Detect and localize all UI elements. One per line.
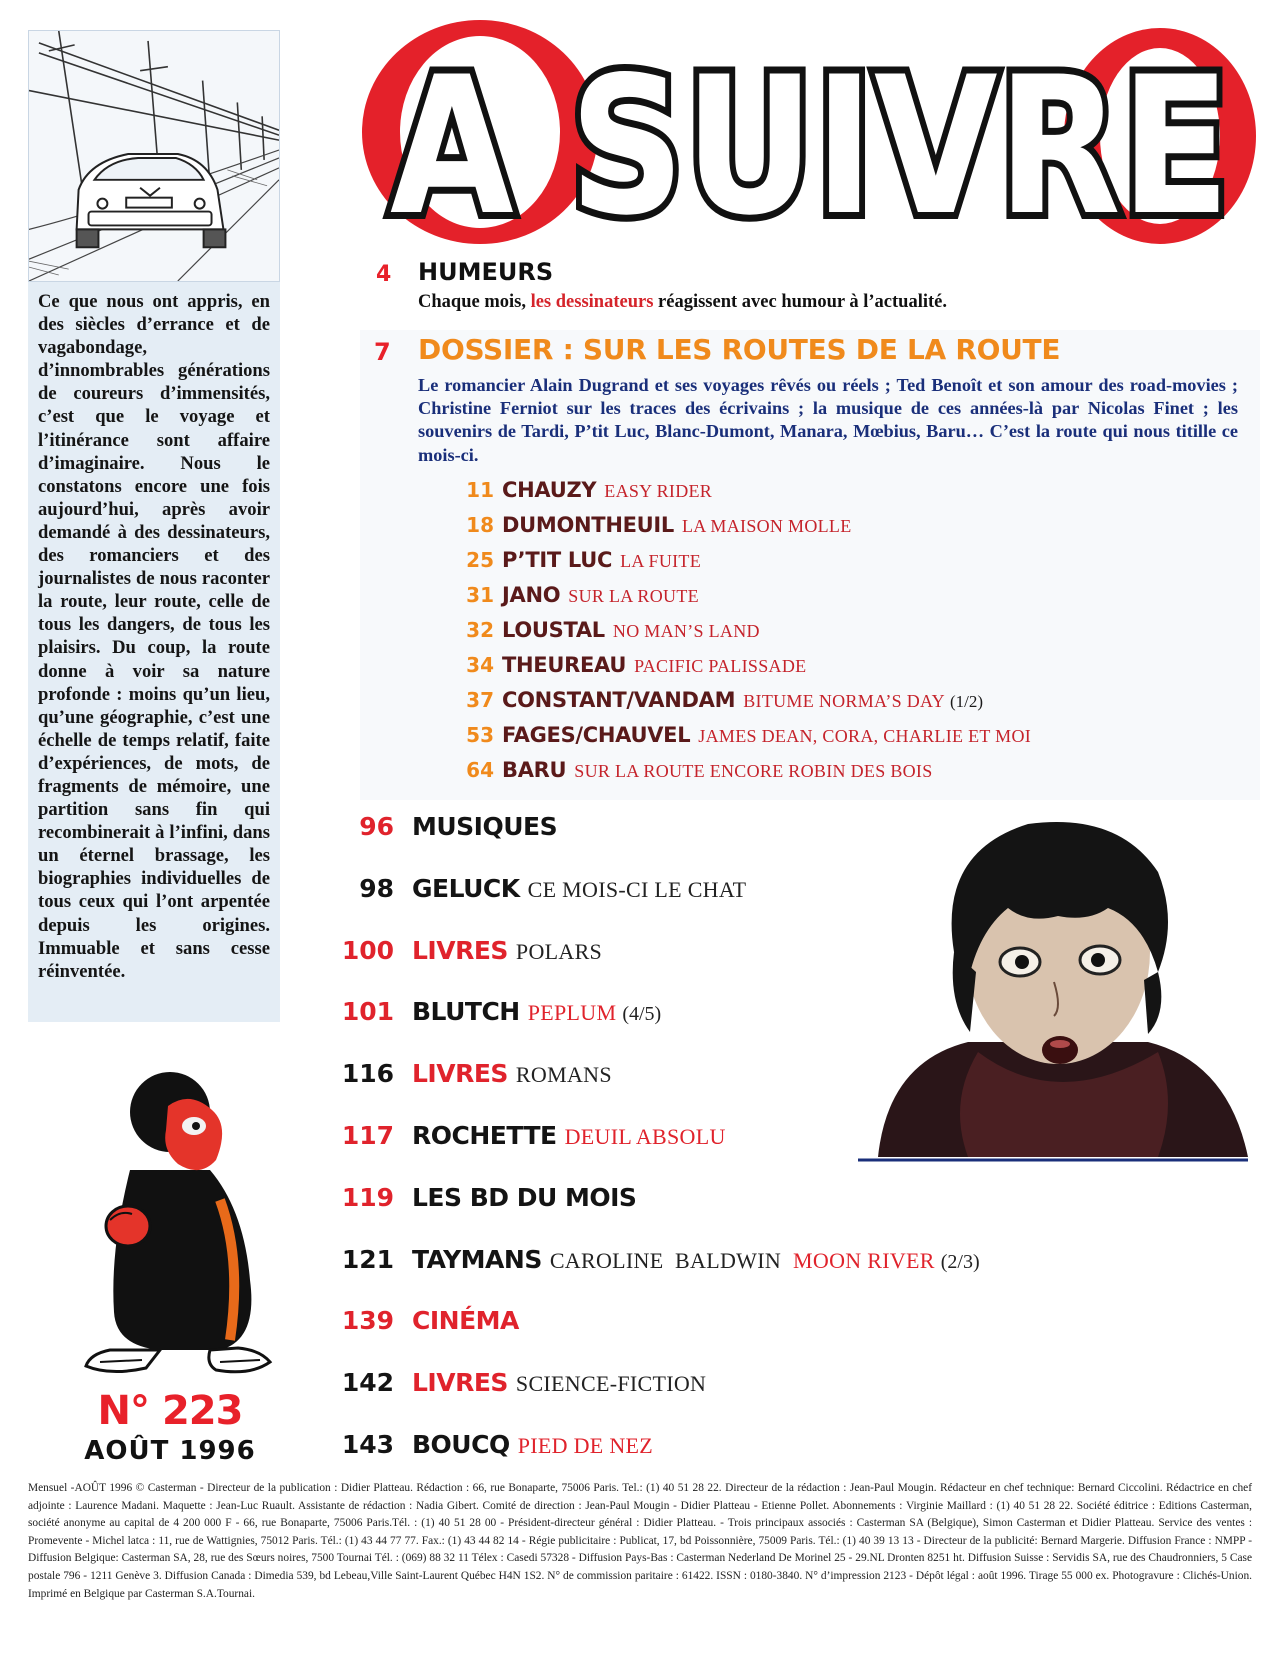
logo-text: A SUIVRE [390, 36, 1230, 252]
road-car-illustration [28, 30, 280, 282]
entry-page: 31 [466, 583, 494, 607]
entry-title: ROCHETTE [412, 1120, 557, 1150]
boxer-mascot-illustration [70, 1050, 280, 1380]
humeurs-page: 4 [376, 262, 392, 287]
entry-author: FAGES/CHAUVEL [502, 723, 691, 747]
entry-work: NO MAN’S LAND [612, 621, 760, 641]
entry-page: 116 [341, 1059, 394, 1089]
entry-page: 64 [466, 758, 494, 782]
entry-page: 143 [341, 1429, 394, 1459]
dossier-entry[interactable] [458, 513, 1258, 548]
entry-subtitle: ROMANS [515, 1062, 612, 1088]
entry-part: (4/5) [622, 1003, 662, 1026]
humeurs-desc-after: réagissent avec humour à l’actualité. [658, 292, 947, 312]
dossier-description: Le romancier Alain Dugrand et ses voyages rêvés ou réels ; Ted Benoît et son amour des road-movies ; Christine Ferniot sur les traces des écrivains ; la musique de ces années-là par Nicolas Finet ; les souvenirs de Tardi, P’tit Luc, Blanc-Dumont, Manara, Mœbius, Baru… C’est la route qui nous titille ce mois-ci. [418, 375, 1238, 465]
entry-work: SUR LA ROUTE ENCORE ROBIN DES BOIS [574, 761, 933, 781]
entry-subtitle: SCIENCE-FICTION [515, 1371, 707, 1397]
dossier-entry[interactable] [458, 653, 1258, 688]
entry-subtitle: CE MOIS-CI LE CHAT [527, 876, 747, 902]
entry-page: 32 [466, 618, 494, 642]
entry-page: 11 [466, 478, 494, 502]
entry-subtitle: POLARS [515, 938, 603, 964]
entry-page: 100 [341, 935, 394, 965]
entry-work: SUR LA ROUTE [568, 586, 699, 606]
humeurs-description [418, 292, 947, 313]
humeurs-title: HUMEURS [418, 258, 554, 286]
dossier-entry[interactable] [458, 758, 1258, 793]
entry-work: LA MAISON MOLLE [682, 516, 852, 536]
entry-page: 119 [341, 1182, 394, 1212]
entry-author: JANO [502, 583, 561, 607]
dossier-entry[interactable] [458, 688, 1258, 723]
entry-page: 37 [466, 688, 494, 712]
entry-author: BARU [502, 758, 567, 782]
entry-page: 117 [341, 1120, 394, 1150]
entry-page: 34 [466, 653, 494, 677]
humeurs-desc-highlight: les dessinateurs [530, 292, 654, 312]
dossier-entry[interactable] [458, 583, 1258, 618]
entry-page: 121 [341, 1244, 394, 1274]
editorial-text: Ce que nous ont appris, en des siècles d’errance et de vagabondage, d’innombrables générations de coureurs d’immensités, c’est que le voyage et l’itinérance sont affaire d’imaginaire. Nous le constatons encore une fois aujourd’hui, après avoir demandé à des dessinateurs, des romanciers et des journalistes de nous raconter la route, leur route, celle de tous les dangers, de tous les plaisirs. Du coup, la route donne à voir sa nature profonde : moins qu’un lieu, qu’une géographie, c’est une échelle de temps relatif, faite d’expériences, de mots, de fragments de mémoire, une partition sans fin qui recombinerait à l’infini, dans un éternel brassage, les biographies individuelles de tous ceux qui l’ont arpentée depuis les origines. Immuable et sans cesse réinventée. [28, 282, 280, 1022]
entry-subtitle: DEUIL ABSOLU [564, 1123, 726, 1149]
entry-author: LOUSTAL [502, 618, 605, 642]
entry-page: 96 [359, 812, 394, 841]
entry-work: JAMES DEAN, CORA, CHARLIE ET MOI [698, 726, 1032, 746]
entry-part: (1/2) [949, 692, 984, 711]
entry-title: LIVRES [412, 1059, 508, 1089]
issue-number: N° 223 [97, 1388, 243, 1434]
entry-title: MUSIQUES [412, 812, 558, 841]
entry-author: CHAUZY [502, 478, 597, 502]
publication-credits: Mensuel -AOÛT 1996 © Casterman - Directeur de la publication : Didier Platteau. Rédaction : 66, rue Bonaparte, 75006 Paris. Tel.: (1) 40 51 28 22. Directeur de la rédaction : Jean-Paul Mougin. Rédacteur en chef technique: Bernard Ciccolini. Rédactrice en chef adjointe : Laurence Madani. Maquette : Jean-Luc Ruault. Assistante de rédaction : Nadia Gibert. Comité de direction : Jean-Paul Mougin - Didier Platteau - Etienne Pollet. Abonnements : Virginie Maillard : (1) 40 51 28 22. Société éditrice : Editions Casterman, société anonyme au capital de 4 200 000 F - 66, rue Bonaparte, 75006 Paris.Tél. : (1) 40 51 28 00 - Président-directeur général : Didier Platteau. - Trois principaux associés : Casterman SA (Belgique), Simon Casterman et Didier Platteau. Service des ventes : Promevente - Michel latca : 11, rue de Wattignies, 75012 Paris. Tél.: (1) 43 44 77 77. Fax.: (1) 43 44 82 14 - Régie publicitaire : Publicat, 17, bd Poissonnière, 75009 Paris. Tél.: (1) 40 39 13 13 - Directeur de la publicité: Bernard Margerie. Diffusion France : NMPP - Diffusion Belgique: Casterman SA, 28, rue des Sœurs noires, 7500 Tournai Tél. : (069) 88 32 11 Télex : Casedi 57328 - Diffusion Pays-Bas : Casterman Nederland De Morinel 25 - 29.NL Dronten 8251 ht. Diffusion Suisse : Servidis SA, rue des Chaudronniers, 5 Case postale 796 - 1211 Genève 3. Diffusion Canada : Dimedia 539, bd Lebeau,Ville Saint-Laurent Québec H4N 1S2. N° de commission paritaire : 61422. ISSN : 0180-3840. N° d’impression 2123 - Dépôt légal : août 1996. Tirage 55 000 ex. Photogravure : Clichés-Union. Imprimé en Belgique par Casterman S.A.Tournai. [28, 1482, 1252, 1600]
entry-title: GELUCK [412, 873, 520, 903]
a-suivre-logo [360, 12, 1260, 252]
contents-entry-livres-sf[interactable] [318, 1368, 1078, 1430]
dossier-entry[interactable] [458, 478, 1258, 513]
entry-page: 53 [466, 723, 494, 747]
entry-part: (2/3) [940, 1250, 980, 1273]
contents-entry-taymans[interactable] [318, 1245, 1078, 1307]
entry-page: 139 [341, 1306, 394, 1336]
entry-subtitle: PIED DE NEZ [517, 1432, 653, 1458]
entry-page: 142 [341, 1368, 394, 1398]
entry-author: P’TIT LUC [502, 548, 613, 572]
entry-work: MOON RIVER [793, 1247, 935, 1273]
entry-title: BOUCQ [412, 1429, 510, 1459]
dossier-contents-list [458, 478, 1258, 793]
girl-portrait-illustration [858, 812, 1248, 1172]
entry-page: 98 [359, 873, 394, 903]
contents-entry-cinema[interactable] [318, 1306, 1078, 1368]
entry-title: LES BD DU MOIS [412, 1182, 637, 1212]
entry-title: LIVRES [412, 935, 508, 965]
entry-author: DUMONTHEUIL [502, 513, 675, 537]
entry-subtitle: CAROLINE BALDWIN [549, 1247, 782, 1273]
dossier-page: 7 [374, 338, 391, 366]
entry-title: BLUTCH [412, 997, 520, 1027]
humeurs-desc-before: Chaque mois, [418, 292, 526, 312]
entry-work: PACIFIC PALISSADE [634, 656, 807, 676]
entry-work: EASY RIDER [604, 481, 713, 501]
entry-work: LA FUITE [620, 551, 702, 571]
entry-title: TAYMANS [412, 1244, 542, 1274]
entry-work: BITUME NORMA’S DAY [743, 691, 945, 711]
dossier-entry[interactable] [458, 723, 1258, 758]
dossier-entry[interactable] [458, 618, 1258, 653]
dossier-entry[interactable] [458, 548, 1258, 583]
issue-date: AOÛT 1996 [84, 1436, 256, 1466]
entry-author: CONSTANT/VANDAM [502, 688, 736, 712]
entry-page: 101 [341, 997, 394, 1027]
entry-subtitle: PEPLUM [527, 1000, 617, 1026]
dossier-title: DOSSIER : SUR LES ROUTES DE LA ROUTE [418, 333, 1061, 366]
entry-page: 25 [466, 548, 494, 572]
entry-author: THEUREAU [502, 653, 627, 677]
contents-entry-bd-du-mois[interactable] [318, 1183, 1078, 1245]
entry-page: 18 [466, 513, 494, 537]
entry-title: CINÉMA [412, 1306, 519, 1336]
entry-title: LIVRES [412, 1368, 508, 1398]
